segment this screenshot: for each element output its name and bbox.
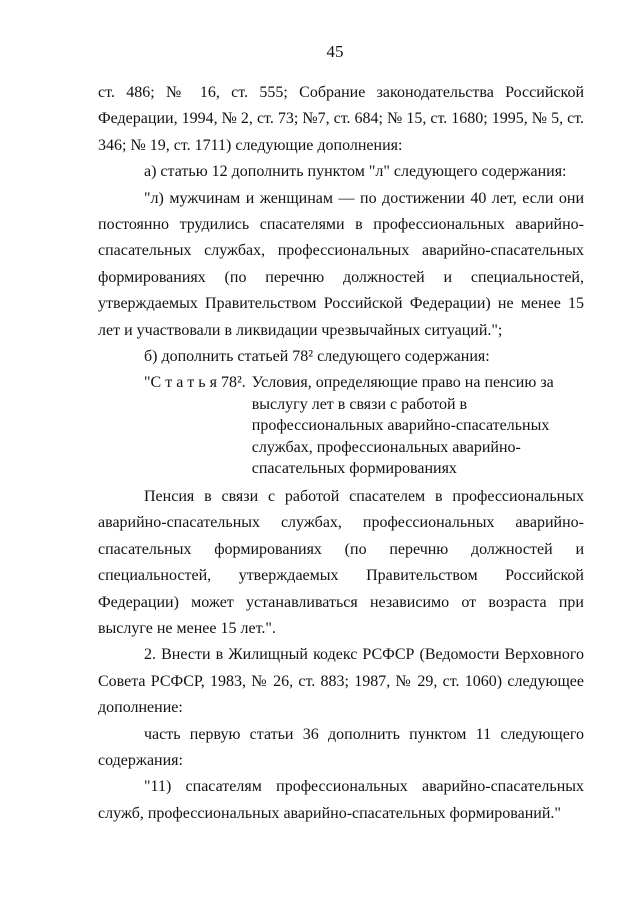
paragraph-item-a: а) статью 12 дополнить пунктом "л" следующего содержания:: [144, 163, 567, 181]
article-heading: [144, 372, 584, 480]
document-body: [98, 80, 584, 827]
paragraph-item-l: "л) мужчинам и женщинам — по достижении 40 лет, если они постоянно трудились спасателями в профессиональных аварийно-спасательных службах, профессиональных аварийно-спасательных формированиях (по перечню должностей и специальностей, утверждаемых Правительством Российской Федерации) не менее 15 лет и участвовали в ликвидации чрезвычайных ситуаций.";: [98, 189, 584, 339]
paragraph-section-2: 2. Внести в Жилищный кодекс РСФСР (Ведомости Верховного Совета РСФСР, 1983, № 26, ст. 883; 1987, № 29, ст. 1060) следующее дополнение:: [98, 646, 584, 717]
paragraph-item-11: "11) спасателям профессиональных аварийно-спасательных служб, профессиональных аварийно-спасательных формирований.": [98, 778, 584, 822]
paragraph-continuation: ст. 486; № 16, ст. 555; Собрание законодательства Российской Федерации, 1994, № 2, ст. 73; №7, ст. 684; № 15, ст. 1680; 1995, № 5, ст. 346; № 19, ст. 1711) следующие дополнения:: [98, 84, 584, 154]
page-number: 45: [326, 42, 344, 61]
article-title: Условия, определяющие право на пенсию за выслугу лет в связи с работой в профессиональных аварийно-спасательных службах, профессиональных аварийно-спасательных формированиях: [251, 374, 554, 478]
paragraph-item-b: б) дополнить статьей 78² следующего содержания:: [144, 348, 490, 366]
paragraph-article-body: Пенсия в связи с работой спасателем в профессиональных аварийно-спасательных службах, профессиональных аварийно-спасательных формированиях (по перечню должностей и специальностей, утверждаемых Правительством Российской Федерации) может устанавливаться независимо от возраста при выслуге не менее 15 лет.".: [98, 487, 584, 637]
article-label: "С т а т ь я 78².: [144, 374, 246, 392]
paragraph-part-one: часть первую статьи 36 дополнить пунктом 11 следующего содержания:: [98, 725, 584, 770]
